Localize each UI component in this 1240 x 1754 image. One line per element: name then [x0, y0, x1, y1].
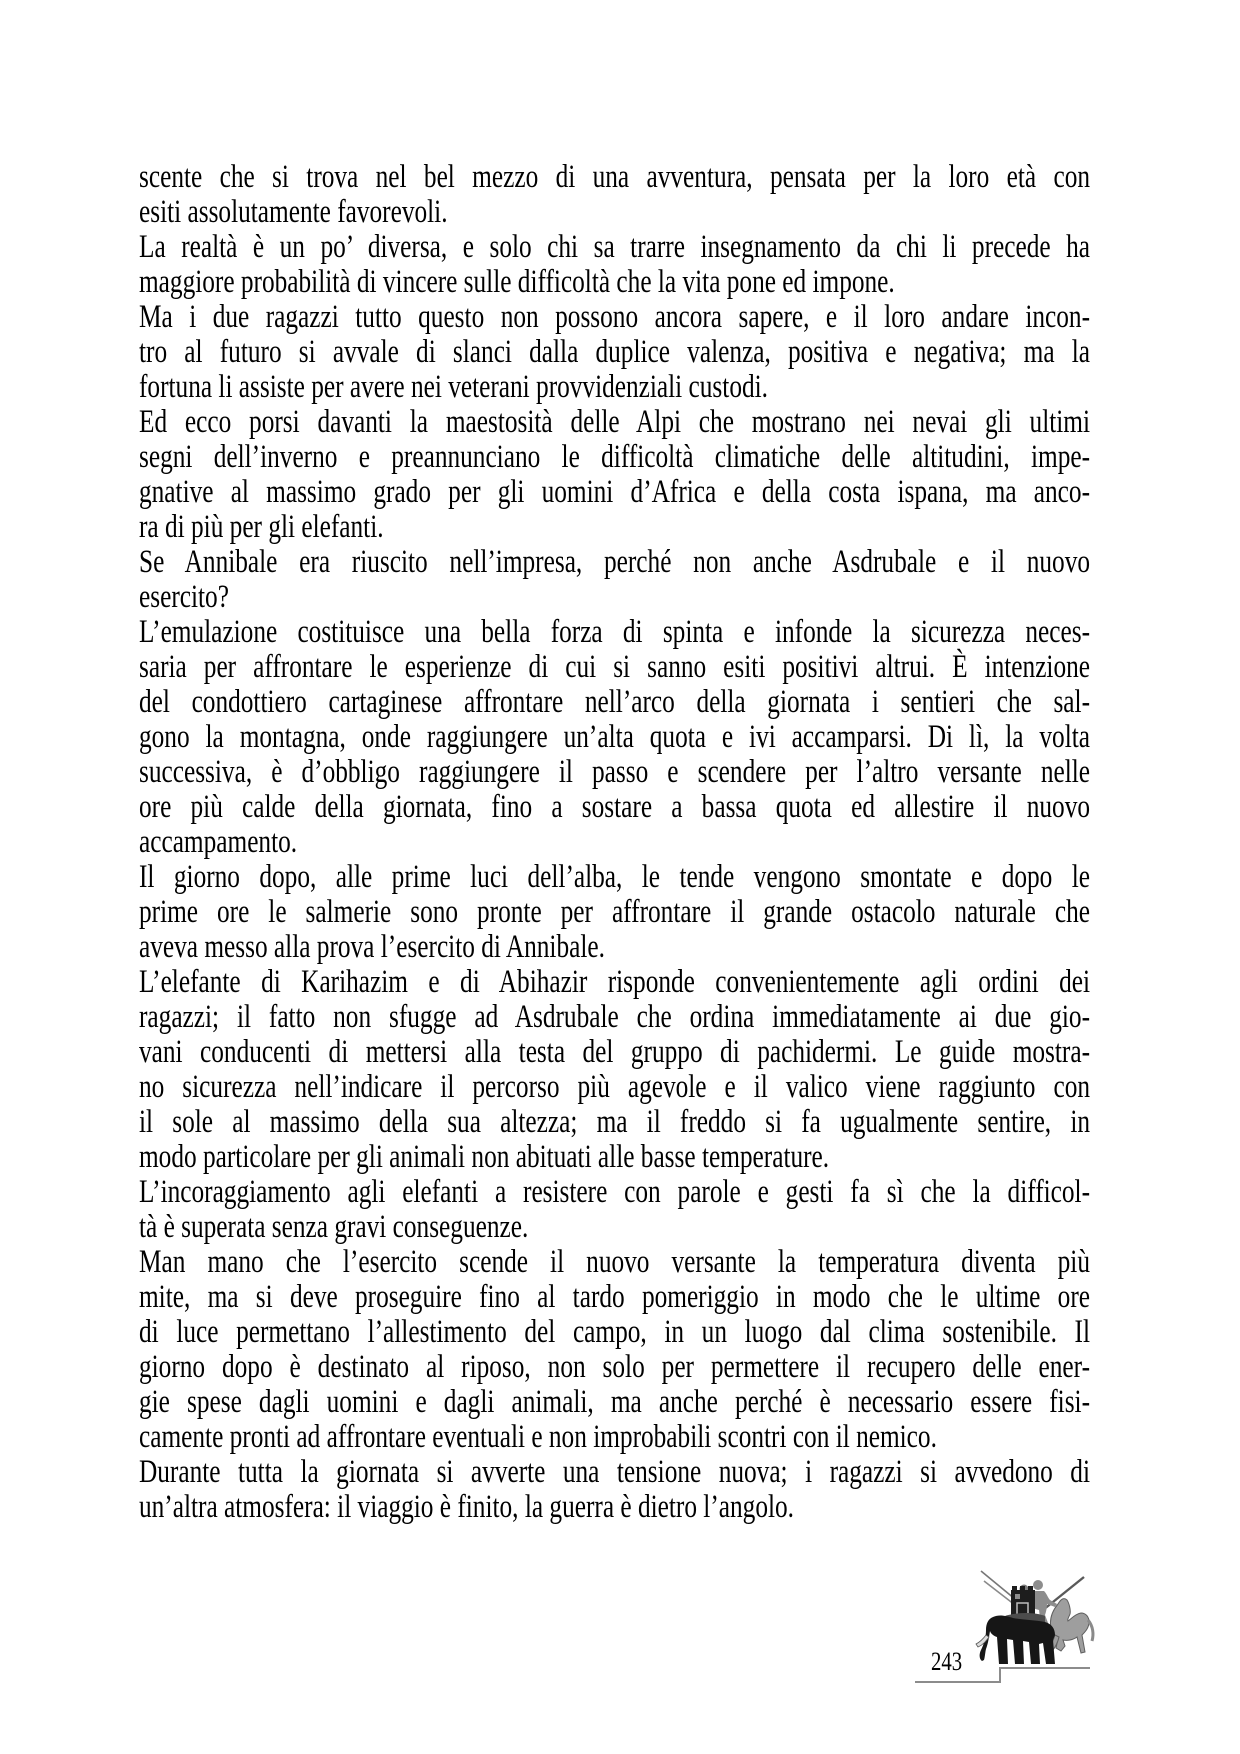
text-line: Se Annibale era riuscito nell’impresa, perché non anche Asdrubale e il nuovo	[139, 544, 1091, 580]
text-line: no sicurezza nell’indicare il percorso più agevole e il valico viene raggiunto con	[139, 1069, 1091, 1105]
text-line: modo particolare per gli animali non abituati alle basse temperature.	[139, 1139, 830, 1175]
paragraph	[139, 160, 1090, 230]
text-line: di luce permettano l’allestimento del campo, in un luogo dal clima sostenibile. Il	[139, 1314, 1091, 1350]
paragraph	[139, 615, 1090, 860]
paragraph	[139, 545, 1090, 615]
text-line: Durante tutta la giornata si avverte una tensione nuova; i ragazzi si avvedono di	[139, 1454, 1091, 1490]
text-line: successiva, è d’obbligo raggiungere il passo e scendere per l’altro versante nelle	[139, 754, 1091, 790]
text-line: fortuna li assiste per avere nei veterani provvidenziali custodi.	[139, 369, 768, 405]
paragraph	[139, 300, 1090, 405]
text-line: giorno dopo è destinato al riposo, non solo per permettere il recupero delle ener-	[139, 1349, 1091, 1385]
text-line: ore più calde della giornata, fino a sostare a bassa quota ed allestire il nuovo	[139, 789, 1091, 825]
text-line: il sole al massimo della sua altezza; ma il freddo si fa ugualmente sentire, in	[139, 1104, 1091, 1140]
war-elephant-illustration	[955, 1540, 1105, 1675]
text-line: vani conducenti di mettersi alla testa del gruppo di pachidermi. Le guide mostra-	[139, 1034, 1091, 1070]
elephant-icon	[976, 1615, 1055, 1664]
footer-rule-lower	[915, 1681, 1001, 1683]
text-line: Ed ecco porsi davanti la maestosità delle Alpi che mostrano nei nevai gli ultimi	[139, 404, 1091, 440]
text-line: ra di più per gli elefanti.	[139, 509, 384, 545]
text-line: tà è superata senza gravi conseguenze.	[139, 1209, 529, 1245]
text-line: La realtà è un po’ diversa, e solo chi sa trarre insegnamento da chi li precede ha	[139, 229, 1091, 265]
text-line: aveva messo alla prova l’esercito di Annibale.	[139, 929, 605, 965]
text-line: L’emulazione costituisce una bella forza di spinta e infonde la sicurezza neces-	[139, 614, 1091, 650]
text-line: Man mano che l’esercito scende il nuovo versante la temperatura diventa più	[139, 1244, 1091, 1280]
page-text	[139, 160, 1090, 1525]
text-line: scente che si trova nel bel mezzo di una avventura, pensata per la loro età con	[139, 159, 1091, 195]
paragraph	[139, 1455, 1090, 1525]
text-line: Il giorno dopo, alle prime luci dell’alba, le tende vengono smontate e dopo le	[139, 859, 1091, 895]
text-line: esiti assolutamente favorevoli.	[139, 194, 448, 230]
text-line: maggiore probabilità di vincere sulle difficoltà che la vita pone ed impone.	[139, 264, 895, 300]
paragraph	[139, 1175, 1090, 1245]
text-line: Ma i due ragazzi tutto questo non possono ancora sapere, e il loro andare incon-	[139, 299, 1091, 335]
page-text-block	[139, 160, 1090, 1525]
text-line: L’elefante di Karihazim e di Abihazir risponde convenientemente agli ordini dei	[139, 964, 1091, 1000]
text-line: prime ore le salmerie sono pronte per affrontare il grande ostacolo naturale che	[139, 894, 1091, 930]
page-number: 243	[931, 1647, 963, 1676]
text-line: del condottiero cartaginese affrontare nell’arco della giornata i sentieri che sal-	[139, 684, 1091, 720]
text-line: tro al futuro si avvale di slanci dalla duplice valenza, positiva e negativa; ma la	[139, 334, 1091, 370]
text-line: ragazzi; il fatto non sfugge ad Asdrubale che ordina immediatamente ai due gio-	[139, 999, 1091, 1035]
text-line: gie spese dagli uomini e dagli animali, ma anche perché è necessario essere fisi-	[139, 1384, 1091, 1420]
paragraph	[139, 405, 1090, 545]
text-line: gnative al massimo grado per gli uomini d’Africa e della costa ispana, ma anco-	[139, 474, 1091, 510]
text-line: mite, ma si deve proseguire fino al tardo pomeriggio in modo che le ultime ore	[139, 1279, 1091, 1315]
paragraph	[139, 860, 1090, 965]
text-line: L’incoraggiamento agli elefanti a resistere con parole e gesti fa sì che la difficol-	[139, 1174, 1091, 1210]
horse-icon	[1049, 1599, 1093, 1653]
paragraph	[139, 1245, 1090, 1455]
text-line: gono la montagna, onde raggiungere un’alta quota e ivi accamparsi. Di lì, la volta	[139, 719, 1091, 755]
text-line: camente pronti ad affrontare eventuali e non improbabili scontri con il nemico.	[139, 1419, 937, 1455]
paragraph	[139, 965, 1090, 1175]
text-line: un’altra atmosfera: il viaggio è finito, la guerra è dietro l’angolo.	[139, 1489, 794, 1525]
paragraph	[139, 230, 1090, 300]
text-line: segni dell’inverno e preannunciano le difficoltà climatiche delle altitudini, impe-	[139, 439, 1091, 475]
text-line: accampamento.	[139, 824, 298, 860]
text-line: esercito?	[139, 579, 229, 615]
text-line: saria per affrontare le esperienze di cui si sanno esiti positivi altrui. È intenzione	[139, 649, 1091, 685]
